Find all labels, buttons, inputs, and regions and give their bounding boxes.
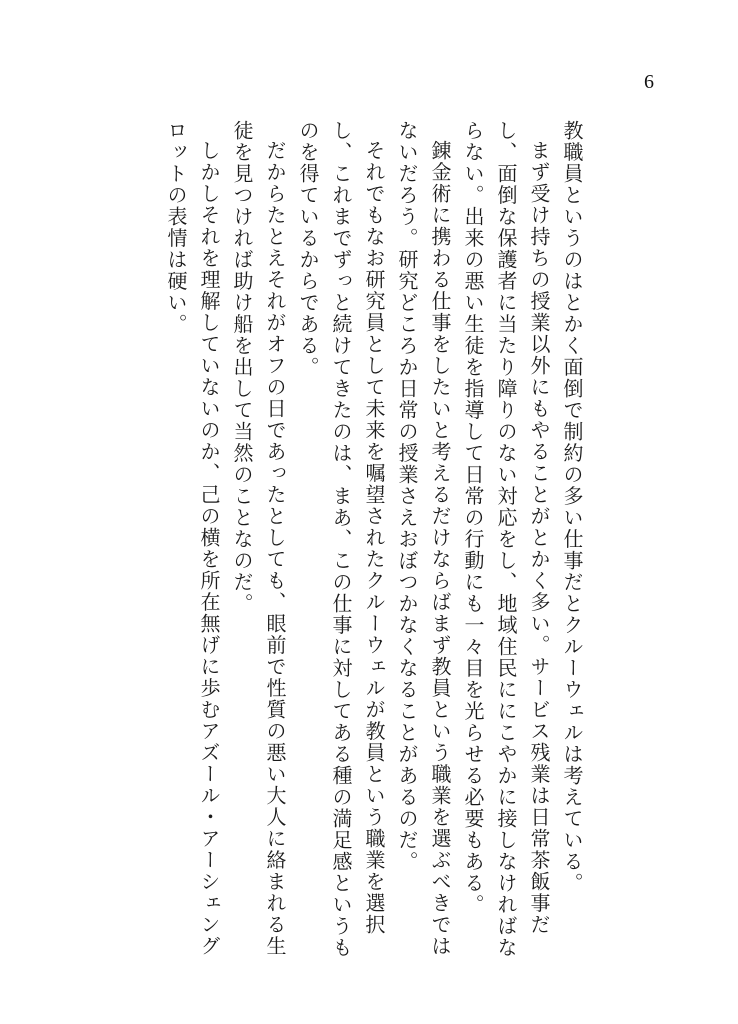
paragraph: 教職員というのはとかく面倒で制約の多い仕事だとクルーウェルは考えている。 <box>560 120 584 894</box>
body-text <box>159 120 588 960</box>
paragraph: まず受け持ちの授業以外にもやることがとかく多い。サービス残業は日常茶飯事だし、面倒な保護者に当たり障りのない対応をし、地域住民ににこやかに接しなければならない。出来の悪い生徒を指導して日常の行動にも一々目を光らせる必要もある。 <box>461 120 551 959</box>
paragraph: しかしそれを理解していないのか、己の横を所在無げに歩むアズール・アーシェングロットの表情は硬い。 <box>164 120 221 957</box>
paragraph: だからたとえそれがオフの日であったとしても、眼前で性質の悪い大人に絡まれる生徒を見つければ助け船を出して当然のことなのだ。 <box>230 120 287 957</box>
paragraph: 錬金術に携わる仕事をしたいと考えるだけならばまず教員という職業を選ぶべきではないだろう。研究どころか日常の授業さえおぼつかなくなることがあるのだ。 <box>395 120 452 957</box>
paragraph: それでもなお研究員として未来を嘱望されたクルーウェルが教員という職業を選択し、これまでずっと続けてきたのは、まあ、この仕事に対してある種の満足感というものを得ているからである。 <box>296 120 386 959</box>
page-number: 6 <box>644 71 654 93</box>
